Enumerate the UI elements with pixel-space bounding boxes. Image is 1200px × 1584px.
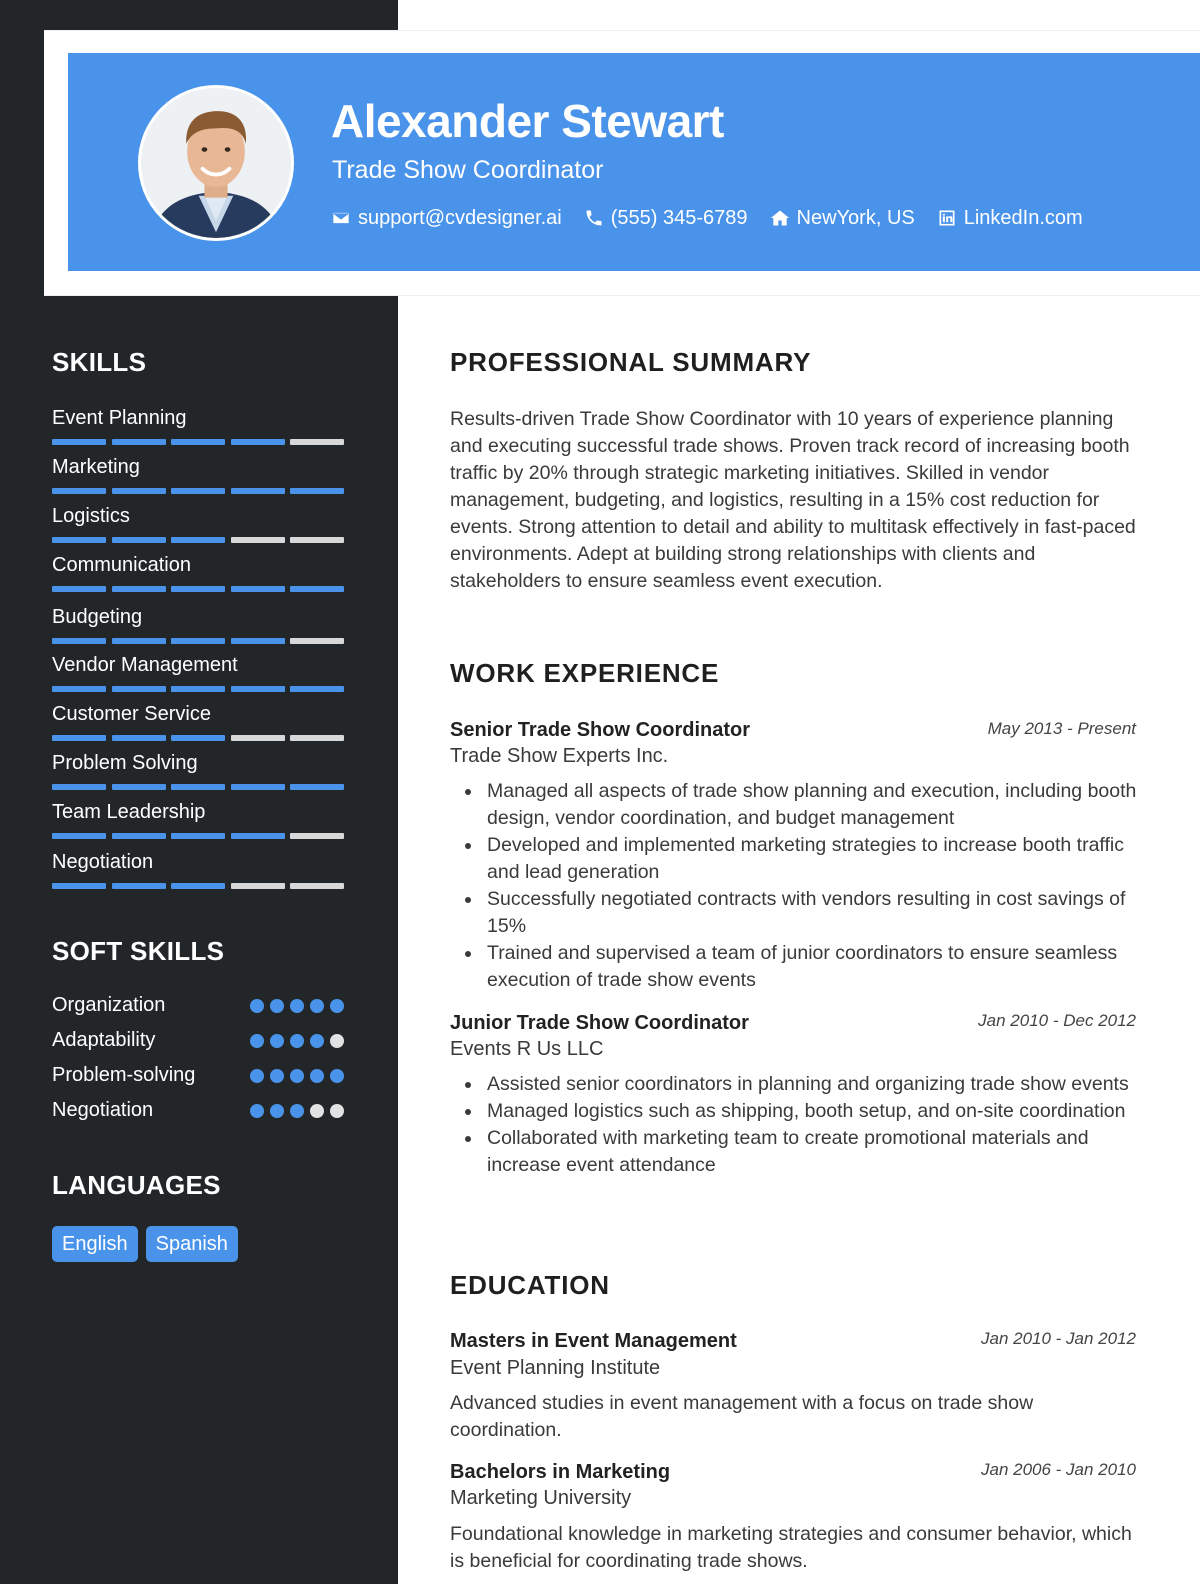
skill-level-segment [290, 784, 344, 790]
skill-name: Communication [52, 554, 191, 576]
soft-skill-rating [244, 1034, 344, 1048]
skill-level-bar [52, 488, 344, 494]
skill-level-segment [52, 439, 106, 445]
skill-level-bar [52, 833, 344, 839]
soft-skill-item [52, 1064, 344, 1087]
skill-level-segment [171, 537, 225, 543]
skill-name: Team Leadership [52, 801, 206, 823]
job-company: Trade Show Experts Inc. [450, 745, 669, 767]
contact-linkedin[interactable] [937, 207, 1083, 230]
skill-level-segment [171, 883, 225, 889]
job-bullet: Successfully negotiated contracts with vendors resulting in cost savings of 15% [487, 886, 1147, 940]
skill-item [52, 850, 344, 889]
skill-item [52, 406, 344, 445]
skill-name: Event Planning [52, 407, 187, 429]
language-badge: English [52, 1226, 138, 1262]
skill-level-segment [171, 784, 225, 790]
languages-heading: LANGUAGES [52, 1170, 221, 1200]
rating-dot [310, 1104, 324, 1118]
skill-item [52, 702, 344, 741]
skill-level-segment [52, 686, 106, 692]
skill-level-segment [171, 686, 225, 692]
skill-level-segment [290, 488, 344, 494]
rating-dot [250, 999, 264, 1013]
job-dates: Jan 2010 - Dec 2012 [978, 1011, 1136, 1030]
job-bullet: Developed and implemented marketing strategies to increase booth traffic and lead generation [487, 832, 1147, 886]
soft-skill-name: Adaptability [52, 1029, 156, 1051]
soft-skill-rating [244, 1069, 344, 1083]
soft-skill-name: Problem-solving [52, 1064, 196, 1086]
rating-dot [250, 1069, 264, 1083]
soft-skill-name: Organization [52, 994, 166, 1016]
phone-icon [584, 208, 604, 228]
rating-dot [270, 999, 284, 1013]
skill-level-bar [52, 586, 344, 592]
skill-level-segment [290, 439, 344, 445]
skill-name: Negotiation [52, 851, 154, 873]
skill-level-segment [112, 488, 166, 494]
rating-dot [330, 1069, 344, 1083]
skill-level-segment [112, 686, 166, 692]
soft-skill-name: Negotiation [52, 1099, 154, 1121]
skill-level-bar [52, 883, 344, 889]
rating-dot [290, 999, 304, 1013]
skill-level-bar [52, 735, 344, 741]
skill-level-segment [231, 488, 285, 494]
skill-level-segment [231, 586, 285, 592]
skill-level-segment [112, 784, 166, 790]
skill-level-segment [52, 784, 106, 790]
soft-skill-item [52, 994, 344, 1017]
contact-phone-text: (555) 345-6789 [610, 206, 748, 229]
rating-dot [250, 1034, 264, 1048]
job-bullets [487, 778, 1147, 994]
avatar-portrait-icon [141, 88, 291, 238]
contact-email-text: support@cvdesigner.ai [358, 206, 562, 229]
rating-dot [330, 1034, 344, 1048]
rating-dot [290, 1034, 304, 1048]
edu-dates: Jan 2006 - Jan 2010 [980, 1460, 1136, 1479]
skill-level-segment [231, 439, 285, 445]
skill-level-segment [231, 784, 285, 790]
language-badge: Spanish [146, 1226, 238, 1262]
skill-level-bar [52, 784, 344, 790]
job-bullet: Trained and supervised a team of junior coordinators to ensure seamless execution of trade show events [487, 940, 1147, 994]
linkedin-icon [937, 208, 957, 228]
skills-heading: SKILLS [52, 347, 147, 377]
skill-level-segment [171, 833, 225, 839]
skill-level-bar [52, 439, 344, 445]
skill-level-segment [52, 883, 106, 889]
edu-degree: Masters in Event Management [450, 1330, 737, 1352]
candidate-role: Trade Show Coordinator [332, 156, 604, 184]
contact-email[interactable] [331, 207, 562, 230]
skill-item [52, 455, 344, 494]
skill-level-bar [52, 537, 344, 543]
job-title: Senior Trade Show Coordinator [450, 719, 751, 741]
skill-level-segment [52, 638, 106, 644]
skill-level-segment [112, 833, 166, 839]
skill-level-bar [52, 638, 344, 644]
rating-dot [330, 999, 344, 1013]
edu-description: Advanced studies in event management with a focus on trade show coordination. [450, 1392, 1034, 1441]
skill-name: Vendor Management [52, 654, 238, 676]
skill-level-segment [231, 883, 285, 889]
skill-item [52, 605, 344, 644]
rating-dot [290, 1104, 304, 1118]
rating-dot [270, 1104, 284, 1118]
skill-level-segment [290, 833, 344, 839]
skill-level-segment [52, 537, 106, 543]
skill-level-segment [171, 586, 225, 592]
soft-skill-item [52, 1099, 344, 1122]
contact-location-text: NewYork, US [796, 206, 915, 229]
skill-item [52, 504, 344, 543]
top-strip [398, 0, 1200, 30]
contact-linkedin-text: LinkedIn.com [963, 206, 1083, 229]
candidate-name: Alexander Stewart [331, 95, 724, 147]
skill-item [52, 751, 344, 790]
experience-heading: WORK EXPERIENCE [450, 658, 720, 688]
skill-level-segment [52, 586, 106, 592]
edu-degree: Bachelors in Marketing [450, 1461, 671, 1483]
skill-level-bar [52, 686, 344, 692]
skill-level-segment [52, 833, 106, 839]
job-bullets [487, 1071, 1147, 1179]
skill-level-segment [290, 735, 344, 741]
contact-location[interactable] [770, 207, 915, 230]
envelope-icon [331, 208, 351, 228]
contact-phone[interactable] [584, 207, 748, 230]
skill-level-segment [290, 883, 344, 889]
rating-dot [250, 1104, 264, 1118]
skill-level-segment [231, 686, 285, 692]
job-bullet: Collaborated with marketing team to create promotional materials and increase event attendance [487, 1125, 1147, 1179]
skill-item [52, 553, 344, 592]
job-bullet: Managed all aspects of trade show planning and execution, including booth design, vendor coordination, and budget management [487, 778, 1147, 832]
skill-level-segment [112, 883, 166, 889]
contact-row [331, 204, 1105, 232]
skill-name: Budgeting [52, 606, 143, 628]
skill-name: Logistics [52, 505, 130, 527]
skill-level-segment [290, 537, 344, 543]
skill-item [52, 653, 344, 692]
job-company: Events R Us LLC [450, 1038, 604, 1060]
rating-dot [330, 1104, 344, 1118]
edu-school: Marketing University [450, 1487, 632, 1509]
skill-level-segment [231, 735, 285, 741]
rating-dot [290, 1069, 304, 1083]
skill-level-segment [52, 735, 106, 741]
job-bullet: Managed logistics such as shipping, booth setup, and on-site coordination [487, 1098, 1147, 1125]
skill-level-segment [171, 439, 225, 445]
rating-dot [310, 1034, 324, 1048]
home-icon [770, 208, 790, 228]
rating-dot [310, 1069, 324, 1083]
avatar [138, 85, 294, 241]
skill-name: Customer Service [52, 703, 211, 725]
rating-dot [310, 999, 324, 1013]
edu-description: Foundational knowledge in marketing strategies and consumer behavior, which is beneficial for coordinating trade shows. [450, 1523, 1132, 1572]
skill-level-segment [112, 735, 166, 741]
skill-level-segment [112, 638, 166, 644]
skill-level-segment [112, 537, 166, 543]
skill-level-segment [112, 439, 166, 445]
soft-skill-rating [244, 999, 344, 1013]
job-dates: May 2013 - Present [987, 719, 1136, 738]
skill-name: Marketing [52, 456, 140, 478]
languages-list [52, 1226, 246, 1262]
edu-dates: Jan 2010 - Jan 2012 [980, 1329, 1136, 1348]
skill-level-segment [231, 833, 285, 839]
summary-text: Results-driven Trade Show Coordinator with 10 years of experience planning and executing successful trade shows. Proven track record of increasing booth traffic by 20% through strategic marketing initiatives. Skilled in vendor management, budgeting, and logistics, resulting in a 15% cost reduction for events. Strong attention to detail and ability to multitask effectively in fast-paced environments. Adept at building strong relationships with clients and stakeholders to ensure seamless event execution. [450, 408, 1136, 592]
skill-level-segment [290, 638, 344, 644]
summary-heading: PROFESSIONAL SUMMARY [450, 347, 812, 377]
skill-level-segment [171, 638, 225, 644]
soft-skills-heading: SOFT SKILLS [52, 936, 225, 966]
job-title: Junior Trade Show Coordinator [450, 1012, 749, 1034]
skill-name: Problem Solving [52, 752, 198, 774]
skill-level-segment [112, 586, 166, 592]
skill-level-segment [171, 735, 225, 741]
education-heading: EDUCATION [450, 1270, 610, 1300]
rating-dot [270, 1069, 284, 1083]
skill-level-segment [52, 488, 106, 494]
rating-dot [270, 1034, 284, 1048]
skill-level-segment [290, 686, 344, 692]
edu-school: Event Planning Institute [450, 1357, 661, 1379]
soft-skill-item [52, 1029, 344, 1052]
skill-item [52, 800, 344, 839]
skill-level-segment [171, 488, 225, 494]
skill-level-segment [231, 537, 285, 543]
skill-level-segment [231, 638, 285, 644]
job-bullet: Assisted senior coordinators in planning and organizing trade show events [487, 1071, 1147, 1098]
skill-level-segment [290, 586, 344, 592]
soft-skill-rating [244, 1104, 344, 1118]
